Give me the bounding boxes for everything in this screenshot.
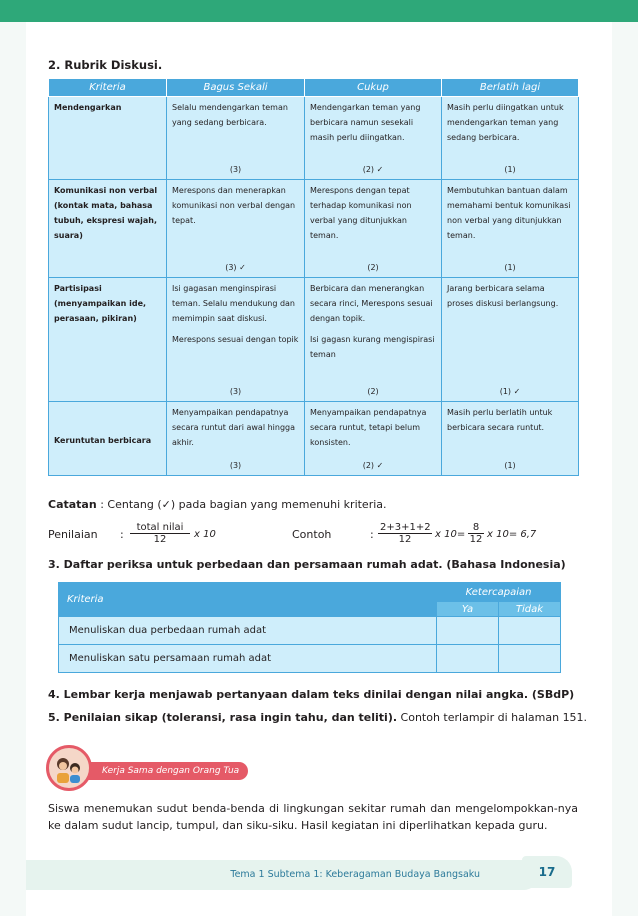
- header-berlatih-lagi: Berlatih lagi: [442, 79, 579, 97]
- cell-text: Menyampaikan pendapatnya secara runtut dari awal hingga akhir.: [172, 408, 296, 447]
- cukup-cell: [305, 402, 442, 476]
- contoh-fraction-2: [468, 522, 484, 545]
- checklist-header-tidak: Tidak: [499, 602, 561, 617]
- contoh-mid: x 10=: [435, 529, 466, 540]
- fraction-numerator: 2+3+1+2: [380, 522, 431, 533]
- family-illustration-icon: [46, 745, 92, 791]
- section-5-rest: Contoh terlampir di halaman 151.: [397, 711, 588, 724]
- table-row: [49, 180, 579, 278]
- score: (1): [504, 263, 516, 272]
- cukup-cell: [305, 97, 442, 180]
- cukup-cell: [305, 180, 442, 278]
- page-number: 17: [522, 856, 572, 888]
- fraction-numerator: 8: [468, 522, 484, 534]
- checklist-table: [58, 582, 561, 673]
- cell-text: Masih perlu berlatih untuk berbicara secara runtut.: [447, 408, 553, 432]
- catatan-text: : Centang (✓) pada bagian yang memenuhi kriteria.: [100, 498, 387, 511]
- berlatih-cell: [442, 97, 579, 180]
- score: (1): [504, 461, 516, 470]
- criteria-cell: Komunikasi non verbal (kontak mata, bahasa tubuh, ekspresi wajah, suara): [49, 180, 167, 278]
- top-color-band: [0, 0, 638, 22]
- cell-text: Merespons dan menerapkan komunikasi non verbal dengan tepat.: [172, 186, 296, 225]
- header-bagus-sekali: Bagus Sekali: [167, 79, 305, 97]
- section-3-title: 3. Daftar periksa untuk perbedaan dan persamaan rumah adat. (Bahasa Indonesia): [48, 558, 566, 571]
- penilaian-fraction: [130, 522, 190, 545]
- fraction-denominator: 12: [398, 534, 412, 545]
- bagus-cell: [167, 278, 305, 402]
- score: (2): [367, 263, 379, 272]
- table-row: [59, 617, 561, 645]
- cell-text: Masih perlu diingatkan untuk mendengarkan teman yang sedang berbicara.: [447, 103, 564, 142]
- bagus-cell: [167, 180, 305, 278]
- left-margin-strip: [0, 22, 26, 916]
- checklist-criterion: Menuliskan satu persamaan rumah adat: [59, 645, 437, 673]
- berlatih-cell: [442, 278, 579, 402]
- checkbox-tidak[interactable]: [499, 617, 561, 645]
- penilaian-times: x 10: [194, 529, 216, 540]
- criteria-cell: Mendengarkan: [49, 97, 167, 180]
- section-4-text: 4. Lembar kerja menjawab pertanyaan dalam teks dinilai dengan nilai angka. (SBdP): [48, 688, 575, 701]
- checkbox-ya[interactable]: [437, 617, 499, 645]
- table-row: [49, 97, 579, 180]
- criteria-cell: Keruntutan berbicara: [49, 402, 167, 476]
- fraction-denominator: 12: [153, 534, 167, 545]
- catatan-note: [48, 498, 387, 511]
- section-2-title: 2. Rubrik Diskusi.: [48, 58, 163, 72]
- footer-text: Tema 1 Subtema 1: Keberagaman Budaya Bangsaku: [230, 869, 480, 880]
- cell-text: Mendengarkan teman yang berbicara namun sesekali masih perlu diingatkan.: [310, 103, 421, 142]
- table-row: [49, 402, 579, 476]
- right-margin-strip: [612, 22, 638, 916]
- catatan-label: Catatan: [48, 498, 97, 511]
- berlatih-cell: [442, 402, 579, 476]
- score: (1) ✓: [499, 387, 521, 396]
- rubric-header-row: [49, 79, 579, 97]
- table-row: [49, 278, 579, 402]
- activity-paragraph: Siswa menemukan sudut benda-benda di lingkungan sekitar rumah dan mengelompokkan-nya ke dalam sudut lancip, tumpul, dan siku-siku. Hasil kegiatan ini diperlihatkan kepada guru.: [48, 802, 578, 832]
- score: (3): [229, 461, 242, 470]
- score: (3): [229, 165, 242, 174]
- score: (1): [504, 165, 516, 174]
- score: (2) ✓: [362, 165, 384, 174]
- table-row: [59, 645, 561, 673]
- cell-text: Membutuhkan bantuan dalam memahami bentuk komunikasi non verbal yang ditunjukkan teman.: [447, 186, 571, 240]
- section-5-text: [48, 711, 587, 724]
- score: (3): [229, 387, 242, 396]
- header-kriteria: Kriteria: [49, 79, 167, 97]
- contoh-result: x 10= 6,7: [487, 529, 537, 540]
- berlatih-cell: [442, 180, 579, 278]
- header-cukup: Cukup: [305, 79, 442, 97]
- cell-text: Menyampaikan pendapatnya secara runtut, tetapi belum konsisten.: [310, 408, 427, 447]
- penilaian-colon: :: [120, 528, 124, 541]
- score: (3) ✓: [225, 263, 246, 272]
- score: (2) ✓: [362, 461, 384, 470]
- checkbox-ya[interactable]: [437, 645, 499, 673]
- contoh-colon: :: [370, 528, 374, 541]
- cell-text: Berbicara dan menerangkan secara rinci, Merespons sesuai dengan topik.: [310, 284, 433, 323]
- checklist-header-ketercapaian: Ketercapaian: [437, 583, 561, 602]
- bagus-cell: [167, 402, 305, 476]
- penilaian-label: Penilaian: [48, 528, 98, 541]
- contoh-label: Contoh: [292, 528, 332, 541]
- checklist-criterion: Menuliskan dua perbedaan rumah adat: [59, 617, 437, 645]
- contoh-fraction: [378, 522, 432, 545]
- kerja-sama-badge: [46, 745, 248, 791]
- rubric-table: [48, 78, 579, 476]
- cell-text-2: Isi gagasn kurang mengispirasi teman: [310, 335, 435, 359]
- score: (2): [367, 387, 379, 396]
- cell-text: Jarang berbicara selama proses diskusi berlangsung.: [447, 284, 559, 308]
- cell-text: Selalu mendengarkan teman yang sedang berbicara.: [172, 103, 288, 127]
- checklist-header-row: [59, 583, 561, 602]
- cell-text: Merespons dengan tepat terhadap komunikasi non verbal yang ditunjukkan teman.: [310, 186, 412, 240]
- checklist-header-kriteria: Kriteria: [59, 583, 437, 617]
- fraction-numerator: total nilai: [130, 522, 190, 534]
- badge-label: Kerja Sama dengan Orang Tua: [76, 762, 248, 780]
- checklist-header-ya: Ya: [437, 602, 499, 617]
- cukup-cell: [305, 278, 442, 402]
- criteria-cell: Partisipasi (menyampaikan ide, perasaan, pikiran): [49, 278, 167, 402]
- cell-text-2: Merespons sesuai dengan topik: [172, 335, 299, 344]
- fraction-denominator: 12: [469, 534, 483, 545]
- bagus-cell: [167, 97, 305, 180]
- section-5-bold: 5. Penilaian sikap (toleransi, rasa ingin tahu, dan teliti).: [48, 711, 398, 724]
- cell-text: Isi gagasan menginspirasi teman. Selalu mendukung dan memimpin saat diskusi.: [172, 284, 296, 323]
- page-footer: [26, 860, 538, 890]
- checkbox-tidak[interactable]: [499, 645, 561, 673]
